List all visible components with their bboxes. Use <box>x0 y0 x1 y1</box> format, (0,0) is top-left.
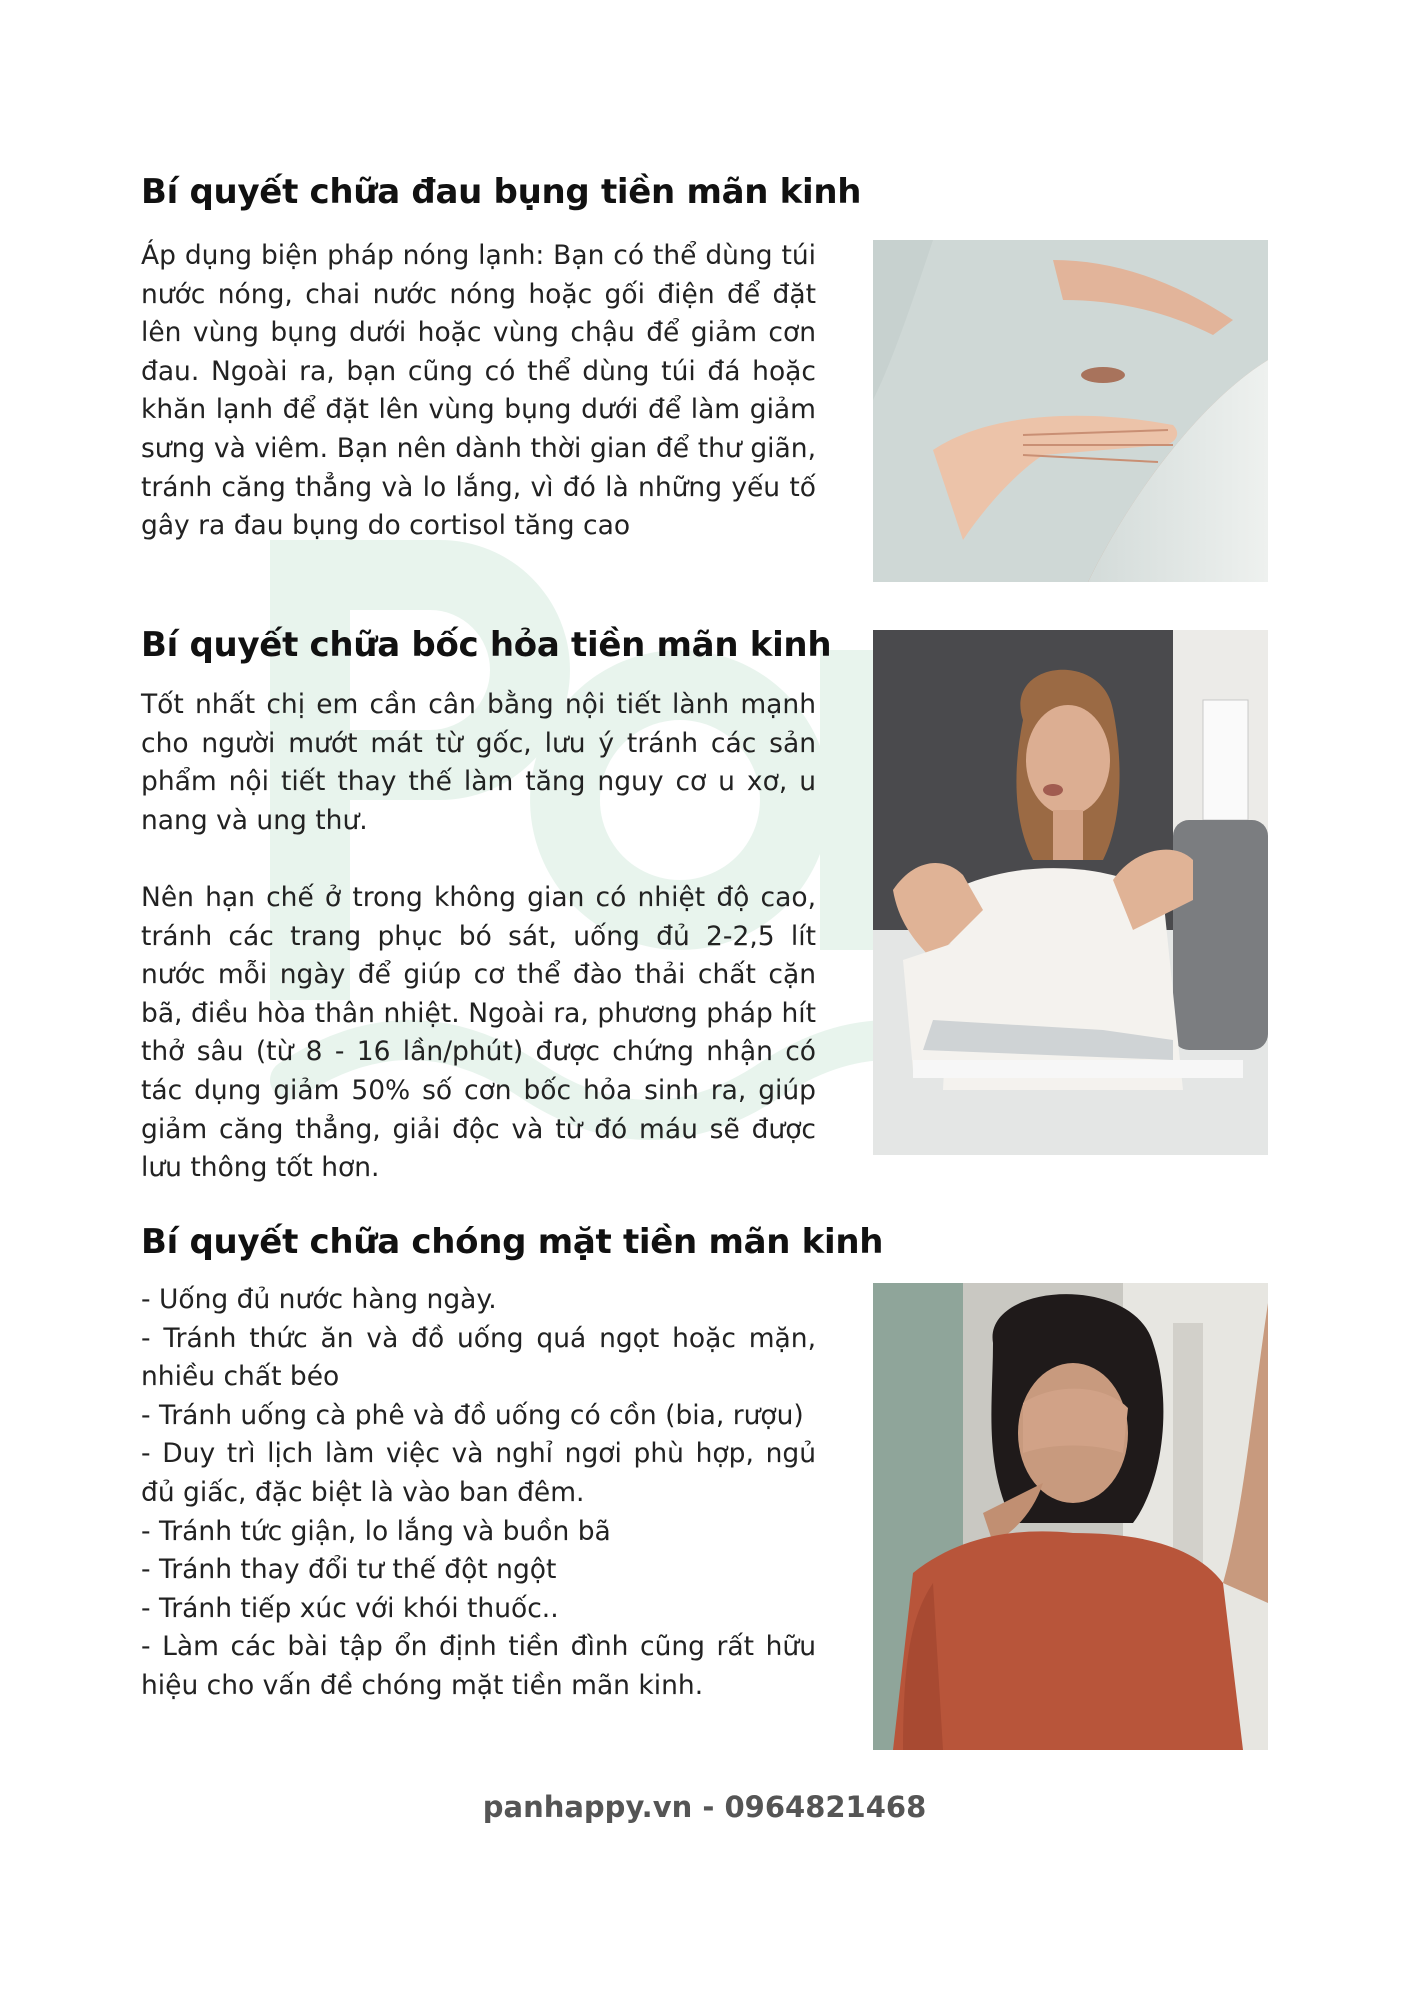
woman-covering-eyes-dizzy-photo <box>873 1283 1268 1750</box>
list-item: - Duy trì lịch làm việc và nghỉ ngơi phù hợp, ngủ đủ giấc, đặc biệt là vào ban đêm. <box>141 1438 816 1508</box>
hands-on-abdomen-photo <box>873 240 1268 582</box>
list-item: - Tránh tức giận, lo lắng và buồn bã <box>141 1515 611 1547</box>
list-item: - Uống đủ nước hàng ngày. <box>141 1284 497 1315</box>
list-item: - Tránh thức ăn và đồ uống quá ngọt hoặc mặn, nhiều chất béo <box>141 1322 816 1393</box>
list-item: - Tránh uống cà phê và đồ uống có cồn (bia, rượu) <box>141 1399 804 1431</box>
woman-fanning-hot-flash-photo <box>873 630 1268 1155</box>
section-paragraph: Áp dụng biện pháp nóng lạnh: Bạn có thể dùng túi nước nóng, chai nước nóng hoặc gối điện để đặt lên vùng bụng dưới hoặc vùng chậu để giảm cơn đau. Ngoài ra, bạn cũng có thể dùng túi đá hoặc khăn lạnh để đặt lên vùng bụng dưới để làm giảm sưng và viêm. Bạn nên dành thời gian để thư giãn, tránh căng thẳng và lo lắng, vì đó là những yếu tố gây ra đau bụng do cortisol tăng cao <box>141 240 816 542</box>
section-heading-dizziness: Bí quyết chữa chóng mặt tiền mãn kinh <box>141 1222 884 1262</box>
section-heading-abdominal-pain: Bí quyết chữa đau bụng tiền mãn kinh <box>141 172 862 212</box>
section-heading-hot-flash: Bí quyết chữa bốc hỏa tiền mãn kinh <box>141 625 832 665</box>
footer-contact: panhappy.vn - 0964821468 <box>482 1790 927 1824</box>
section-paragraph: Nên hạn chế ở trong không gian có nhiệt độ cao, tránh các trang phục bó sát, uống đủ 2-2,5 lít nước mỗi ngày để giúp cơ thể đào thải chất cặn bã, điều hòa thân nhiệt. Ngoài ra, phương pháp hít thở sâu (từ 8 - 16 lần/phút) được chứng nhận có tác dụng giảm 50% số cơn bốc hỏa sinh ra, giúp giảm căng thẳng, giải độc và từ đó máu sẽ được lưu thông tốt hơn. <box>141 882 816 1184</box>
list-item: - Làm các bài tập ổn định tiền đình cũng rất hữu hiệu cho vấn đề chóng mặt tiền mãn kinh. <box>141 1631 816 1701</box>
list-item: - Tránh tiếp xúc với khói thuốc.. <box>141 1592 559 1624</box>
section-paragraph: Tốt nhất chị em cần cân bằng nội tiết lành mạnh cho người mướt mát từ gốc, lưu ý tránh các sản phẩm nội tiết thay thế làm tăng nguy cơ u xơ, u nang và ung thư. <box>141 689 816 836</box>
tips-list <box>141 1281 816 1706</box>
list-item: - Tránh thay đổi tư thế đột ngột <box>141 1554 557 1586</box>
